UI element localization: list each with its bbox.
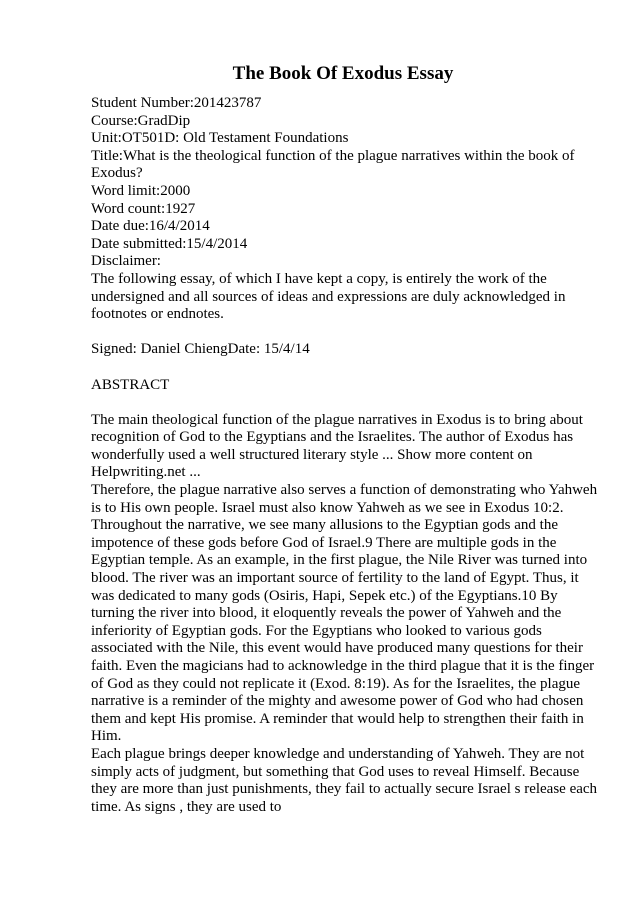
course-line: Course:GradDip (91, 112, 191, 129)
spacer (91, 324, 591, 342)
essay-body (91, 411, 598, 817)
body-line: Each plague brings deeper knowledge and understanding of Yahweh. They are not (91, 745, 585, 762)
spacer (91, 394, 591, 412)
body-line: wonderfully used a well structured literary style ... Show more content on (91, 446, 533, 463)
body-line: inferiority of Egyptian gods. For the Egyptians who looked to various gods (91, 622, 542, 639)
body-line: time. As signs , they are used to (91, 798, 282, 815)
abstract-heading: ABSTRACT (91, 376, 170, 393)
body-line: The main theological function of the plague narratives in Exodus is to bring about (91, 411, 583, 428)
disclaimer-line: undersigned and all sources of ideas and expressions are duly acknowledged in (91, 288, 566, 305)
body-line: faith. Even the magicians had to acknowledge in the third plague that it is the finger (91, 658, 595, 674)
body-line: is to His own people. Israel must also know Yahweh as we see in Exodus 10:2. (91, 499, 564, 516)
document-page (91, 62, 598, 816)
body-line: blood. The river was an important source of fertility to the land of Egypt. Thus, it (91, 570, 579, 587)
word-count-line: Word count:1927 (91, 200, 196, 217)
disclaimer-text (91, 271, 591, 324)
body-line: impotence of these gods before God of Israel.9 There are multiple gods in the (91, 534, 557, 551)
word-limit-line: Word limit:2000 (91, 182, 191, 199)
body-line: was dedicated to many gods (Osiris, Hapi, Sepek etc.) of the Egyptians.10 By (91, 587, 558, 604)
body-line: Helpwriting.net ... (91, 464, 201, 481)
document-title: The Book Of Exodus Essay (232, 63, 454, 84)
body-line: recognition of God to the Egyptians and the Israelites. The author of Exodus has (91, 429, 574, 446)
body-line: associated with the Nile, this event would have produced many questions for their (91, 640, 583, 657)
body-line: they are more than just punishments, they fail to actually secure Israel s release each (91, 781, 598, 798)
body-line: of God as they could not replicate it (Exod. 8:19). As for the Israelites, the plague (91, 675, 581, 692)
body-line: narrative is a reminder of the mighty and awesome power of God who had chosen (91, 693, 584, 710)
disclaimer-line: The following essay, of which I have kept a copy, is entirely the work of the (91, 270, 547, 287)
body-line: Him. (91, 728, 122, 745)
body-line: Therefore, the plague narrative also serves a function of demonstrating who Yahweh (91, 482, 598, 499)
disclaimer-label: Disclaimer: (91, 253, 161, 270)
essay-title-line: Title:What is the theological function of the plague narratives within the book of (91, 147, 575, 164)
essay-title-line-cont: Exodus? (91, 165, 143, 182)
body-line: them and kept His promise. A reminder that would help to strengthen their faith in (91, 710, 584, 727)
spacer (91, 359, 591, 377)
body-line: simply acts of judgment, but something that God uses to reveal Himself. Because (91, 763, 580, 780)
body-line: Egyptian temple. As an example, in the first plague, the Nile River was turned into (91, 552, 588, 569)
student-number-line: Student Number:201423787 (91, 95, 262, 111)
unit-line: Unit:OT501D: Old Testament Foundations (91, 130, 349, 147)
date-due-line: Date due:16/4/2014 (91, 218, 210, 235)
date-submitted-line: Date submitted:15/4/2014 (91, 235, 248, 252)
signed-line: Signed: Daniel ChiengDate: 15/4/14 (91, 341, 310, 358)
body-line: turning the river into blood, it eloquently reveals the power of Yahweh and the (91, 605, 562, 622)
body-line: Throughout the narrative, we see many allusions to the Egyptian gods and the (91, 517, 558, 534)
header-block (91, 95, 591, 271)
disclaimer-line: footnotes or endnotes. (91, 306, 224, 323)
